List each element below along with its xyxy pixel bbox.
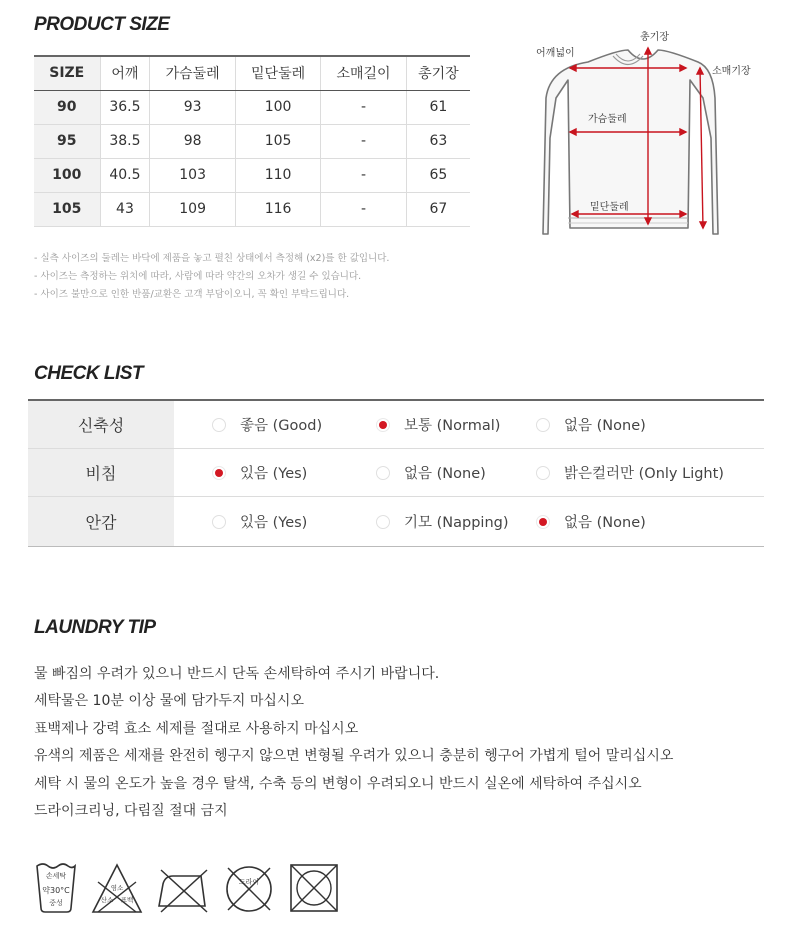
no-tumble-dry-icon	[288, 862, 340, 920]
option-label: 있음 (Yes)	[240, 515, 308, 531]
radio-selected	[376, 418, 390, 432]
table-cell: 98	[150, 124, 235, 158]
hand-wash-icon	[34, 862, 78, 920]
laundry-instructions	[34, 661, 673, 825]
option-label: 보통 (Normal)	[404, 418, 501, 434]
icon-text: 염소	[110, 884, 124, 892]
check-option	[340, 449, 518, 496]
laundry-line: 드라이크리닝, 다림질 절대 금지	[34, 803, 228, 820]
check-option	[518, 401, 646, 448]
table-cell: 63	[406, 124, 470, 158]
table-cell: 67	[406, 192, 470, 226]
laundry-tip-title: LAUNDRY TIP	[34, 617, 156, 638]
laundry-line: 유색의 제품은 세재를 완전히 헹구지 않으면 변형될 우려가 있으니 충분히 헹구어 가볍게 털어 말리십시오	[34, 748, 674, 765]
laundry-line: 세탁 시 물의 온도가 높을 경우 탈색, 수축 등의 변형이 우려되오니 반드시 실온에 세탁하여 주십시오	[34, 775, 642, 792]
table-cell: 100	[235, 90, 320, 124]
column-header: 총기장	[406, 56, 470, 90]
table-row	[34, 124, 470, 158]
check-option	[174, 449, 340, 496]
table-cell: 116	[235, 192, 320, 226]
check-option	[518, 449, 724, 496]
hem-label: 밑단둘레	[590, 202, 629, 213]
icon-text: 손세탁	[45, 872, 67, 880]
note-line: - 사이즈는 측정하는 위치에 따라, 사람에 따라 약간의 오차가 생길 수 있습니다.	[34, 271, 362, 282]
column-header: 가슴둘레	[150, 56, 235, 90]
check-row-label: 안감	[28, 497, 174, 546]
radio-unselected	[376, 515, 390, 529]
note-line: - 사이즈 불만으로 인한 반품/교환은 고객 부담이오니, 꼭 확인 부탁드립니다.	[34, 289, 350, 300]
size-notes	[34, 250, 389, 304]
check-option	[518, 497, 646, 546]
size-cell: 90	[34, 90, 100, 124]
chest-label: 가슴둘레	[588, 114, 627, 125]
table-cell: 105	[235, 124, 320, 158]
table-row	[34, 192, 470, 226]
radio-unselected	[536, 466, 550, 480]
size-table-header	[34, 56, 470, 90]
radio-unselected	[212, 515, 226, 529]
option-label: 좋음 (Good)	[240, 418, 323, 434]
radio-selected	[536, 515, 550, 529]
check-row-sheer	[28, 449, 764, 497]
check-row-lining	[28, 497, 764, 547]
table-row	[34, 158, 470, 192]
table-cell: 40.5	[100, 158, 150, 192]
table-cell: -	[321, 90, 406, 124]
option-label: 없음 (None)	[564, 418, 646, 434]
option-label: 기모 (Napping)	[404, 515, 509, 531]
shoulder-label: 어깨넓이	[536, 48, 575, 59]
column-header: 소매길이	[321, 56, 406, 90]
icon-text: 표백	[120, 896, 134, 904]
size-cell: 95	[34, 124, 100, 158]
check-list-title: CHECK LIST	[34, 363, 143, 384]
table-cell: 61	[406, 90, 470, 124]
table-cell: 36.5	[100, 90, 150, 124]
check-row-label: 비침	[28, 449, 174, 496]
column-header: SIZE	[34, 56, 100, 90]
laundry-line: 물 빠짐의 우려가 있으니 반드시 단독 손세탁하여 주시기 바랍니다.	[34, 666, 440, 682]
no-iron-icon	[155, 862, 211, 920]
option-label: 있음 (Yes)	[240, 466, 308, 482]
no-dry-clean-icon	[222, 862, 276, 920]
measurement-diagram	[528, 28, 768, 243]
laundry-line: 세탁물은 10분 이상 물에 담가두지 마십시오	[34, 693, 304, 710]
option-label: 없음 (None)	[564, 515, 646, 531]
icon-text: 중성	[49, 899, 63, 907]
table-cell: 93	[150, 90, 235, 124]
check-row-stretch	[28, 401, 764, 449]
icon-text: 드라이	[238, 878, 260, 886]
table-cell: -	[321, 158, 406, 192]
check-option	[174, 401, 340, 448]
note-line: - 실측 사이즈의 둘레는 바닥에 제품을 놓고 펼친 상태에서 측정해 (x2)를 한 값입니다.	[34, 253, 390, 264]
check-option	[340, 401, 518, 448]
length-label: 총기장	[640, 32, 669, 43]
size-cell: 105	[34, 192, 100, 226]
option-label: 없음 (None)	[404, 466, 486, 482]
table-cell: -	[321, 192, 406, 226]
table-cell: 110	[235, 158, 320, 192]
column-header: 어깨	[100, 56, 150, 90]
table-row	[34, 90, 470, 124]
radio-unselected	[376, 466, 390, 480]
product-size-title: PRODUCT SIZE	[34, 14, 170, 35]
check-option	[174, 497, 340, 546]
sleeve-label: 소매기장	[712, 66, 751, 77]
no-bleach-icon	[90, 862, 144, 920]
size-cell: 100	[34, 158, 100, 192]
size-table	[34, 55, 470, 227]
table-cell: -	[321, 124, 406, 158]
radio-unselected	[536, 418, 550, 432]
icon-text: 약30°C	[42, 886, 70, 895]
option-label: 밝은컬러만 (Only Light)	[564, 466, 724, 482]
column-header: 밑단둘레	[235, 56, 320, 90]
check-list-table	[28, 399, 764, 547]
icon-text: 산소	[100, 896, 114, 904]
table-cell: 38.5	[100, 124, 150, 158]
check-option	[340, 497, 518, 546]
check-row-label: 신축성	[28, 401, 174, 448]
table-cell: 43	[100, 192, 150, 226]
table-cell: 103	[150, 158, 235, 192]
sweater-illustration	[528, 28, 768, 243]
radio-selected	[212, 466, 226, 480]
radio-unselected	[212, 418, 226, 432]
table-cell: 109	[150, 192, 235, 226]
laundry-line: 표백제나 강력 효소 세제를 절대로 사용하지 마십시오	[34, 720, 359, 737]
table-cell: 65	[406, 158, 470, 192]
